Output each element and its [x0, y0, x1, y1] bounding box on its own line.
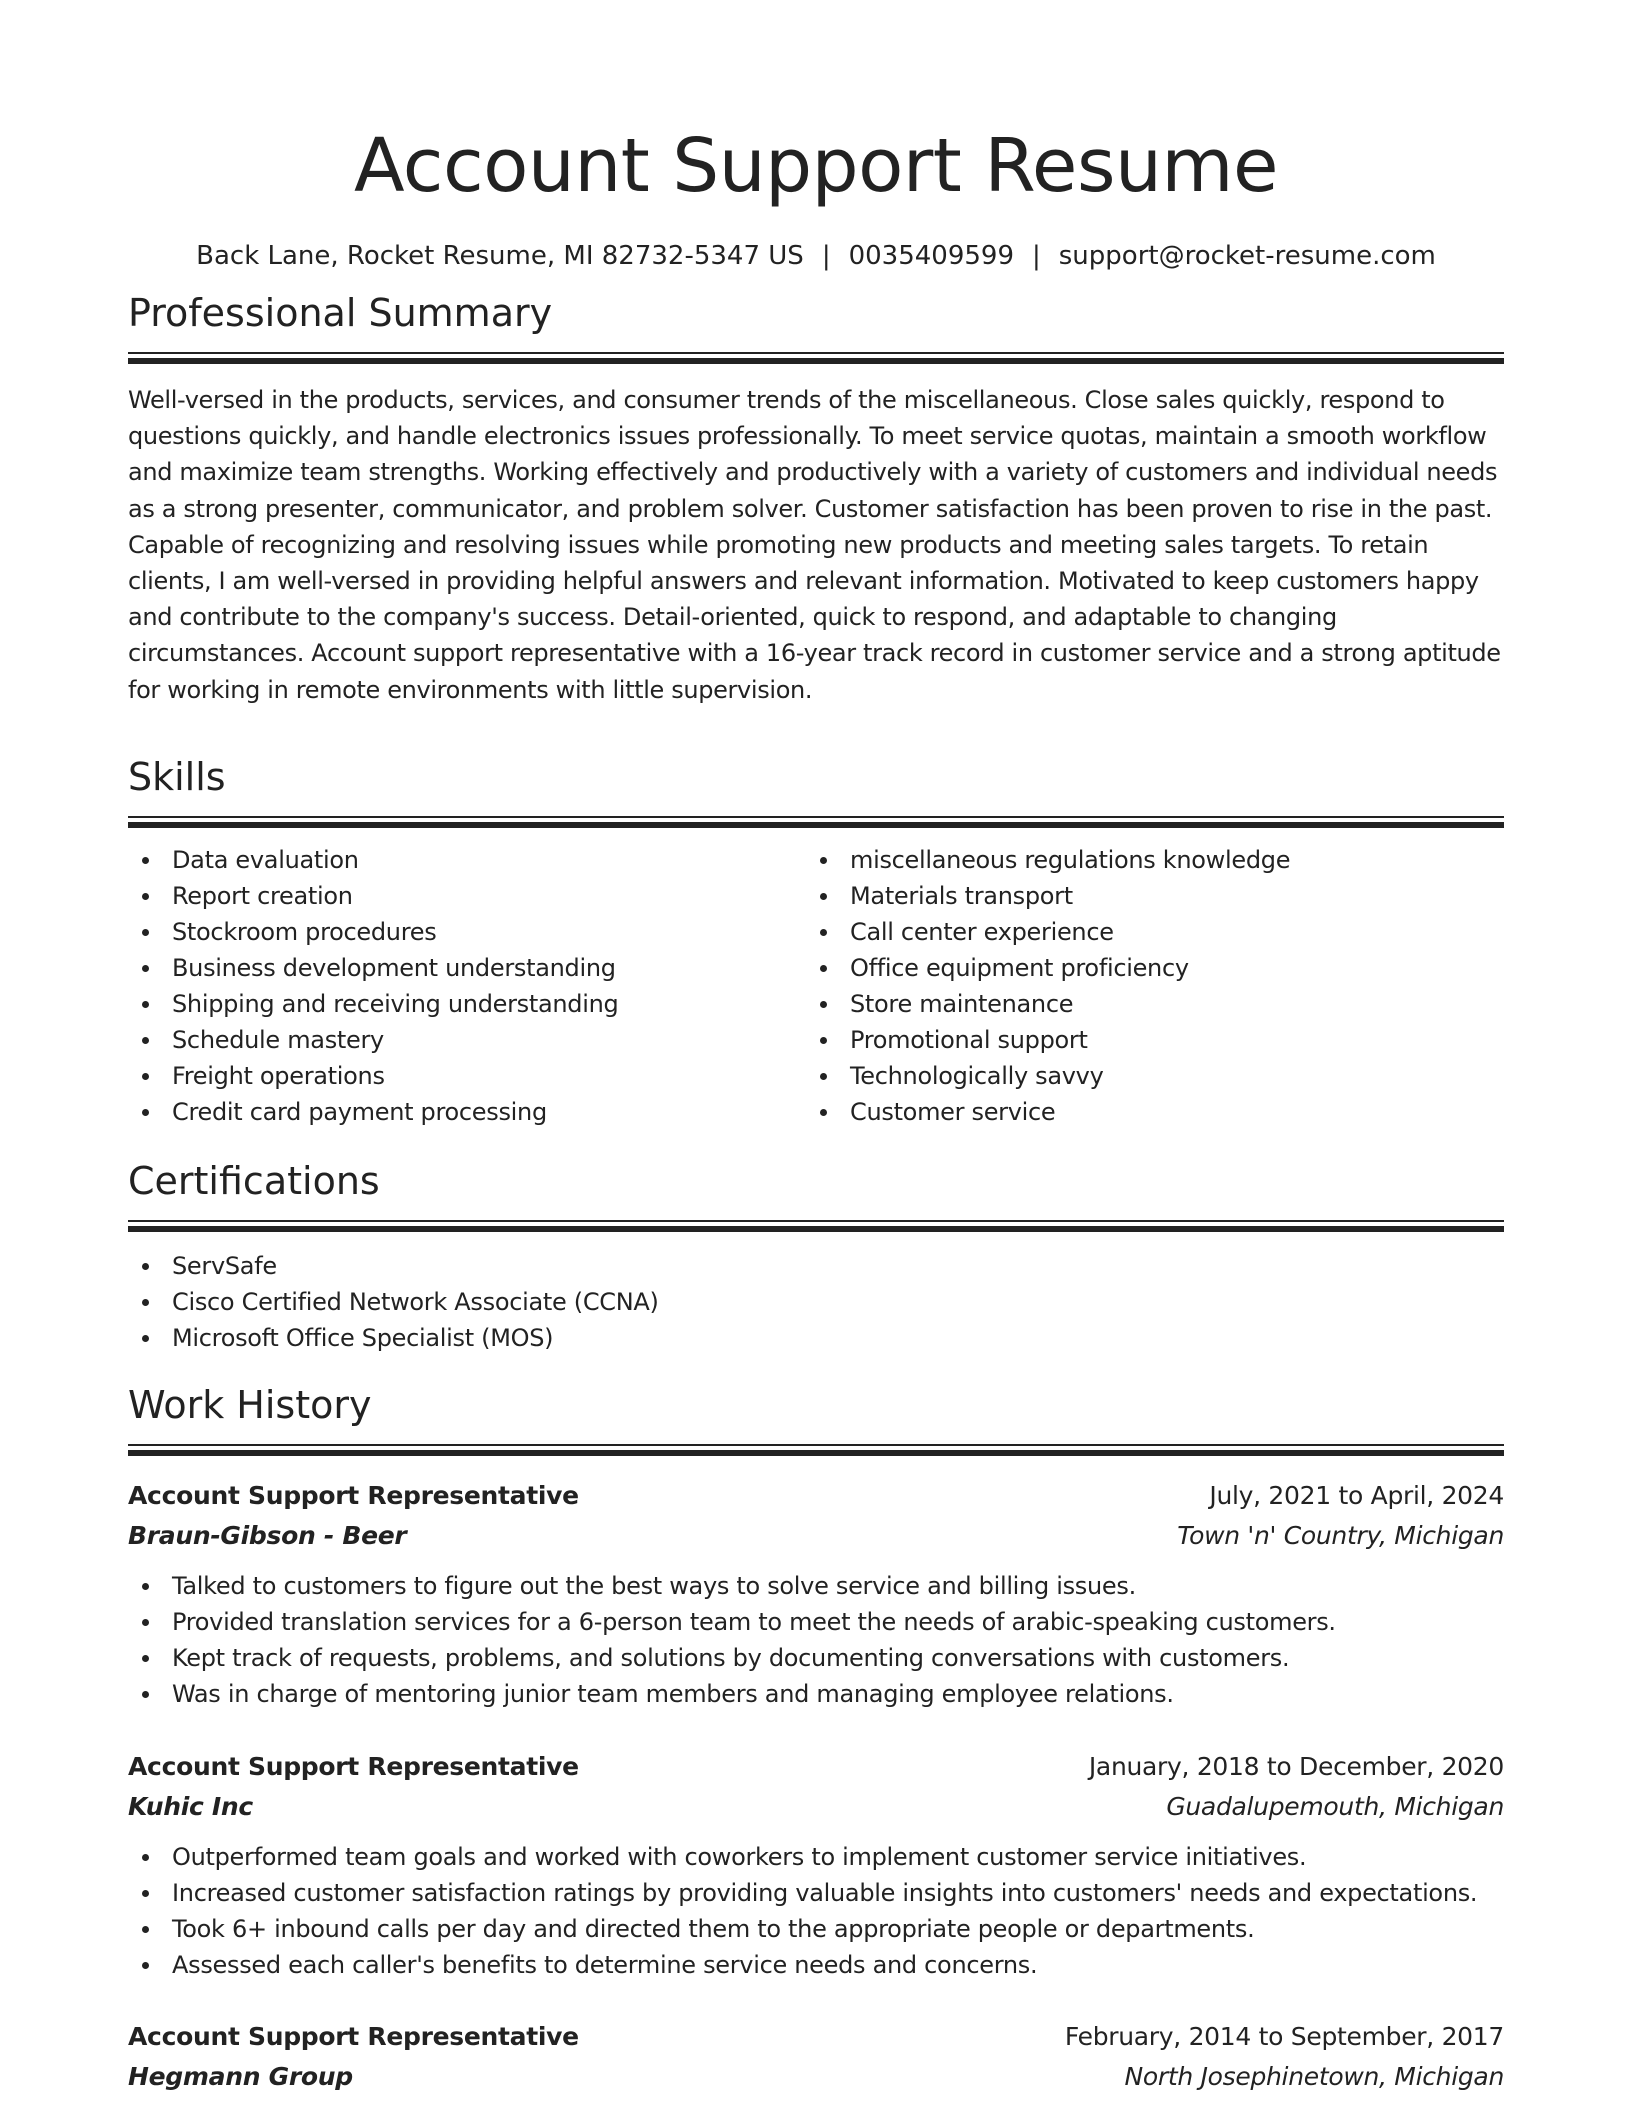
list-item: Materials transport [806, 878, 1484, 914]
section-title-work: Work History [128, 1383, 372, 1427]
job-header-row [128, 1476, 1504, 1516]
skills-list-left [128, 842, 806, 1130]
list-item: Store maintenance [806, 986, 1484, 1022]
job-dates: February, 2014 to September, 2017 [1064, 2022, 1504, 2051]
list-item: Talked to customers to figure out the best ways to solve service and billing issues. [128, 1568, 1504, 1604]
section-rule [128, 1220, 1504, 1232]
job-header-row [128, 1747, 1504, 1787]
list-item: Increased customer satisfaction ratings by providing valuable insights into customers' needs and expectations. [128, 1875, 1504, 1911]
list-item: Provided translation services for a 6-person team to meet the needs of arabic-speaking customers. [128, 1604, 1504, 1640]
job-company-row [128, 2057, 1504, 2097]
contact-separator: | [1032, 241, 1041, 271]
job-bullets [128, 1839, 1504, 1983]
job-company: Kuhic Inc [128, 1792, 253, 1821]
skills-column-right [806, 842, 1484, 1130]
job-entry [128, 1476, 1504, 1712]
summary-text: Well-versed in the products, services, and consumer trends of the miscellaneous. Close sales quickly, respond to questions quickly, and handle electronics issues professionally. To meet service quotas, maintain a smooth workflow and maximize team strengths. Working effectively and productively with a variety of customers and individual needs as a strong presenter, communicator, and problem solver. Customer satisfaction has been proven to rise in the past. Capable of recognizing and resolving issues while promoting new products and meeting sales targets. To retain clients, I am well-versed in providing helpful answers and relevant information. Motivated to keep customers happy and contribute to the company's success. Detail-oriented, quick to respond, and adaptable to changing circumstances. Account support representative with a 16-year track record in customer service and a strong aptitude for working in remote environments with little supervision. [128, 386, 1501, 704]
resume-content [128, 0, 1504, 2091]
section-rule [128, 352, 1504, 364]
list-item: ServSafe [128, 1248, 1504, 1284]
list-item: Cisco Certified Network Associate (CCNA) [128, 1284, 1504, 1320]
contact-address: Back Lane, Rocket Resume, MI 82732-5347 US [196, 241, 804, 271]
list-item: Stockroom procedures [128, 914, 806, 950]
list-item: Took 6+ inbound calls per day and directed them to the appropriate people or departments. [128, 1911, 1504, 1947]
list-item: Kept track of requests, problems, and solutions by documenting conversations with customers. [128, 1640, 1504, 1676]
skills-list-right [806, 842, 1484, 1130]
list-item: Shipping and receiving understanding [128, 986, 806, 1022]
list-item: Call center experience [806, 914, 1484, 950]
job-dates: July, 2021 to April, 2024 [1209, 1481, 1504, 1510]
list-item: Freight operations [128, 1058, 806, 1094]
list-item: Assessed each caller's benefits to determine service needs and concerns. [128, 1947, 1504, 1983]
list-item: Technologically savvy [806, 1058, 1484, 1094]
list-item: Data evaluation [128, 842, 806, 878]
job-title: Account Support Representative [128, 2022, 579, 2051]
section-title-summary: Professional Summary [128, 291, 553, 335]
list-item: Business development understanding [128, 950, 806, 986]
contact-separator: | [821, 241, 831, 271]
certifications-section [128, 1156, 1504, 1356]
job-title: Account Support Representative [128, 1752, 579, 1781]
list-item: Office equipment proficiency [806, 950, 1484, 986]
section-rule [128, 1444, 1504, 1456]
list-item: Microsoft Office Specialist (MOS) [128, 1320, 1504, 1356]
job-location: Guadalupemouth, Michigan [1166, 1792, 1504, 1821]
skills-section [128, 752, 1504, 1130]
job-bullets [128, 1568, 1504, 1712]
job-location: North Josephinetown, Michigan [1124, 2062, 1504, 2091]
list-item: Schedule mastery [128, 1022, 806, 1058]
job-company: Hegmann Group [128, 2062, 353, 2091]
skills-column-left [128, 842, 806, 1130]
list-item: Customer service [806, 1094, 1484, 1130]
summary-section [128, 288, 1504, 708]
job-company-row [128, 1787, 1504, 1827]
resume-title: Account Support Resume [353, 123, 1279, 209]
job-header-row [128, 2017, 1504, 2057]
list-item: Credit card payment processing [128, 1094, 806, 1130]
job-entry [128, 1747, 1504, 1983]
job-dates: January, 2018 to December, 2020 [1088, 1752, 1504, 1781]
job-title: Account Support Representative [128, 1481, 579, 1510]
list-item: Was in charge of mentoring junior team members and managing employee relations. [128, 1676, 1504, 1712]
list-item: Promotional support [806, 1022, 1484, 1058]
job-company: Braun-Gibson - Beer [128, 1521, 407, 1550]
certifications-list [128, 1248, 1504, 1356]
list-item: Outperformed team goals and worked with coworkers to implement customer service initiatives. [128, 1839, 1504, 1875]
job-entry [128, 2017, 1504, 2097]
section-title-certifications: Certifications [128, 1159, 380, 1203]
contact-email: support@rocket-resume.com [1058, 241, 1436, 271]
contact-phone: 0035409599 [848, 241, 1014, 271]
job-location: Town 'n' Country, Michigan [1177, 1521, 1504, 1550]
job-company-row [128, 1516, 1504, 1556]
section-rule [128, 816, 1504, 828]
contact-line [128, 238, 1504, 274]
work-section [128, 1380, 1504, 2091]
list-item: miscellaneous regulations knowledge [806, 842, 1484, 878]
list-item: Report creation [128, 878, 806, 914]
section-title-skills: Skills [128, 755, 226, 799]
skills-grid [128, 842, 1504, 1130]
